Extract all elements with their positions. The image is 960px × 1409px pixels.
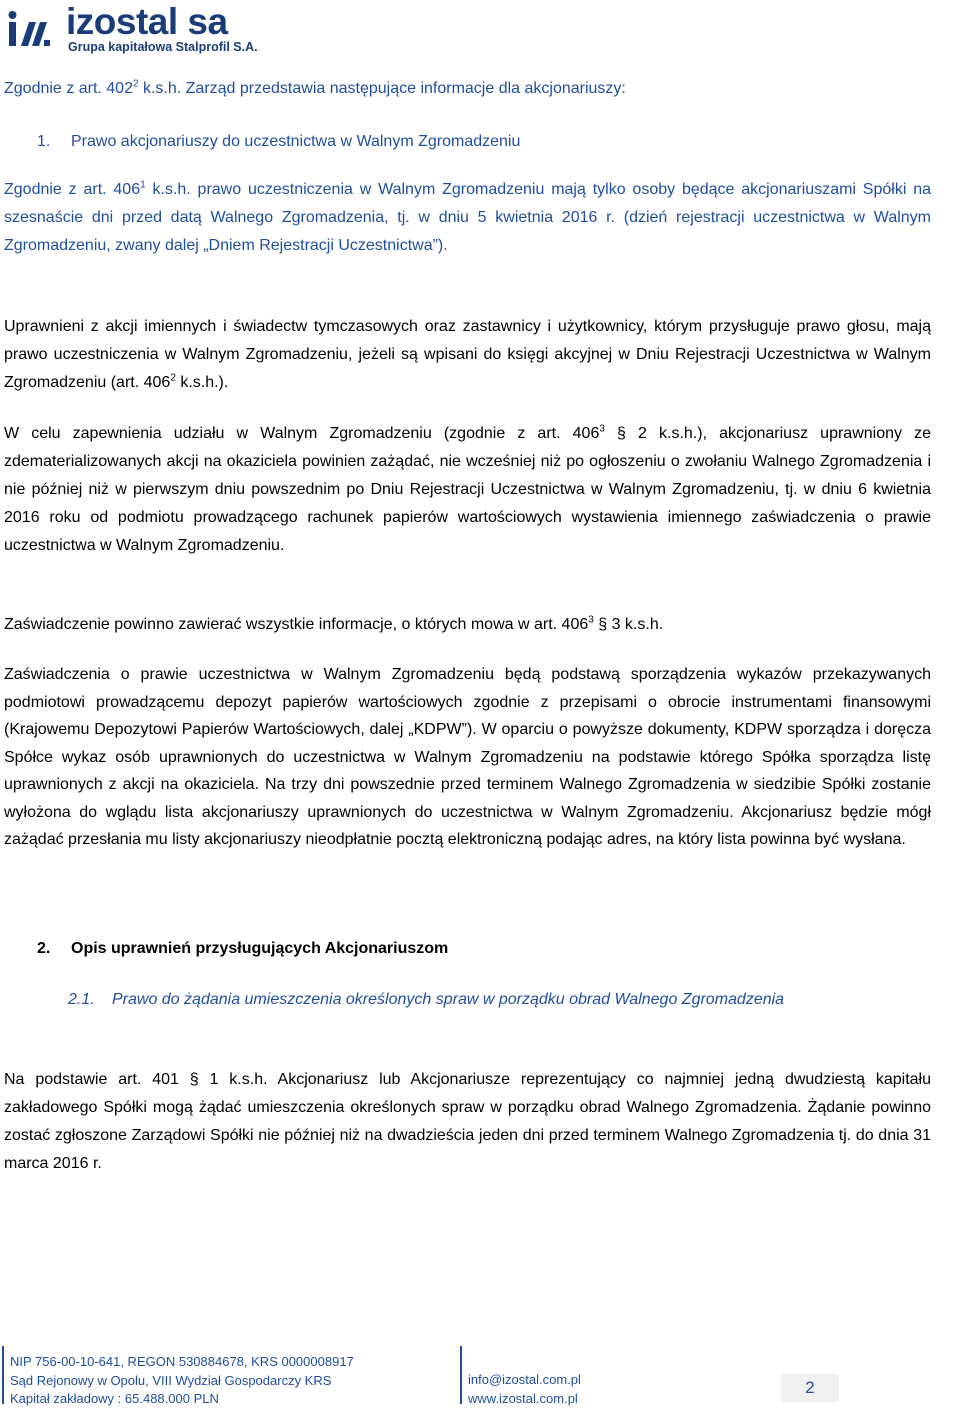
section-2-paragraph-1: Na podstawie art. 401 § 1 k.s.h. Akcjonariusz lub Akcjonariusze reprezentujący co najmniej jedną dwudziestą kapitału zakładowego Spółki mogą żądać umieszczenia określonych spraw w porządku obrad Walnego Zgromadzenia. Żądanie powinno zostać zgłoszone Zarządowi Spółki nie później niż na dwadzieścia jeden dni przed terminem Walnego Zgromadzenia tj. do dnia 31 marca 2016 r.: [4, 1071, 931, 1172]
footer-contact: [468, 1371, 581, 1408]
subsection-title: Prawo do żądania umieszczenia określonych spraw w porządku obrad Walnego Zgromadzenia: [112, 991, 785, 1008]
section-1-heading: 1. Prawo akcjonariuszy do uczestnictwa w Walnym Zgromadzeniu: [37, 133, 521, 150]
footer-court: Sąd Rejonowy w Opolu, VIII Wydział Gospodarczy KRS: [10, 1372, 332, 1388]
subsection-2-1-heading: [68, 986, 831, 1014]
section-1-paragraph-3: W celu zapewnienia udziału w Walnym Zgromadzeniu (zgodnie z art. $406^3$ § 2 k.s.h.), akcjonariusz uprawniony ze zdematerializowanych akcji na okaziciela powinien zażądać, nie wcześniej niż po ogłoszeniu o zwołaniu Walnego Zgromadzenia i nie później niż w pierwszym dniu powszednim po Dniu Rejestracji Uczestnictwa w Walnym Zgromadzeniu, tj. w dniu 6 kwietnia 2016 roku od podmiotu prowadzącego rachunek papierów wartościowych wystawienia imiennego zaświadczenia o prawie uczestnictwa w Walnym Zgromadzeniu.: [4, 423, 932, 554]
section-1-paragraph-1: Zgodnie z art. $406^1$ k.s.h. prawo uczestniczenia w Walnym Zgromadzeniu mają tylko osoby będące akcjonariuszami Spółki na szesnaście dni przed datą Walnego Zgromadzenia, tj. w dniu 5 kwietnia 2016 r. (dzień rejestracji uczestnictwa w Walnym Zgromadzeniu, zwany dalej „Dniem Rejestracji Uczestnictwa”).: [4, 179, 931, 254]
company-logo: [6, 1, 258, 56]
footer-company-info: [10, 1353, 354, 1409]
izostal-logo-icon: [6, 8, 54, 48]
footer-capital: Kapitał zakładowy : 65.488.000 PLN: [10, 1391, 219, 1406]
company-name: izostal sa: [66, 1, 228, 42]
section-1-paragraph-5: Zaświadczenia o prawie uczestnictwa w Walnym Zgromadzeniu będą podstawą sporządzenia wykazów przekazywanych podmiotowi prowadzącemu depozyt papierów wartościowych zgodnie z przepisami o obrocie instrumentami finansowymi (Krajowemu Depozytowi Papierów Wartościowych, dalej „KDPW”). W oparciu o powyższe dokumenty, KDPW sporządza i doręcza Spółce wykaz osób uprawnionych do uczestnictwa w Walnym Zgromadzeniu na podstawie którego Spółka sporządza listę uprawnionych z akcji na okaziciela. Na trzy dni powszednie przed terminem Walnego Zgromadzenia w siedzibie Spółki zostanie wyłożona do wglądu lista akcjonariuszy uprawnionych do uczestnictwa w Walnym Zgromadzeniu. Akcjonariusz będzie mógł zażądać przesłania mu listy akcjonariuszy nieodpłatnie pocztą elektroniczną podając adres, na który lista powinna być wysłana.: [4, 666, 931, 848]
footer-website[interactable]: www.izostal.com.pl: [468, 1390, 578, 1406]
section-1-paragraph-4: Zaświadczenie powinno zawierać wszystkie informacje, o których mowa w art. $406^3$ § 3 k.s.h.: [4, 614, 664, 633]
footer-registration: NIP 756-00-10-641, REGON 530884678, KRS 0000008917: [10, 1354, 354, 1369]
page-number: 2: [781, 1374, 839, 1402]
footer-email[interactable]: info@izostal.com.pl: [468, 1372, 581, 1387]
intro-heading: Zgodnie z art. $402^2$ k.s.h. Zarząd przedstawia następujące informacje dla akcjonariuszy:: [4, 78, 626, 97]
section-2-heading: 2. Opis uprawnień przysługujących Akcjonariuszom: [37, 940, 449, 957]
section-1-paragraph-2: Uprawnieni z akcji imiennych i świadectw tymczasowych oraz zastawnicy i użytkownicy, którym przysługuje prawo głosu, mają prawo uczestniczenia w Walnym Zgromadzeniu, jeżeli są wpisani do księgi akcyjnej w Dniu Rejestracji Uczestnictwa w Walnym Zgromadzeniu (art. $406^2$ k.s.h.).: [4, 318, 931, 391]
footer-divider-middle: [460, 1346, 462, 1404]
subsection-number: 2.1.: [68, 991, 95, 1008]
company-subtitle: Grupa kapitałowa Stalprofil S.A.: [68, 40, 258, 54]
footer-divider-left: [2, 1346, 4, 1404]
